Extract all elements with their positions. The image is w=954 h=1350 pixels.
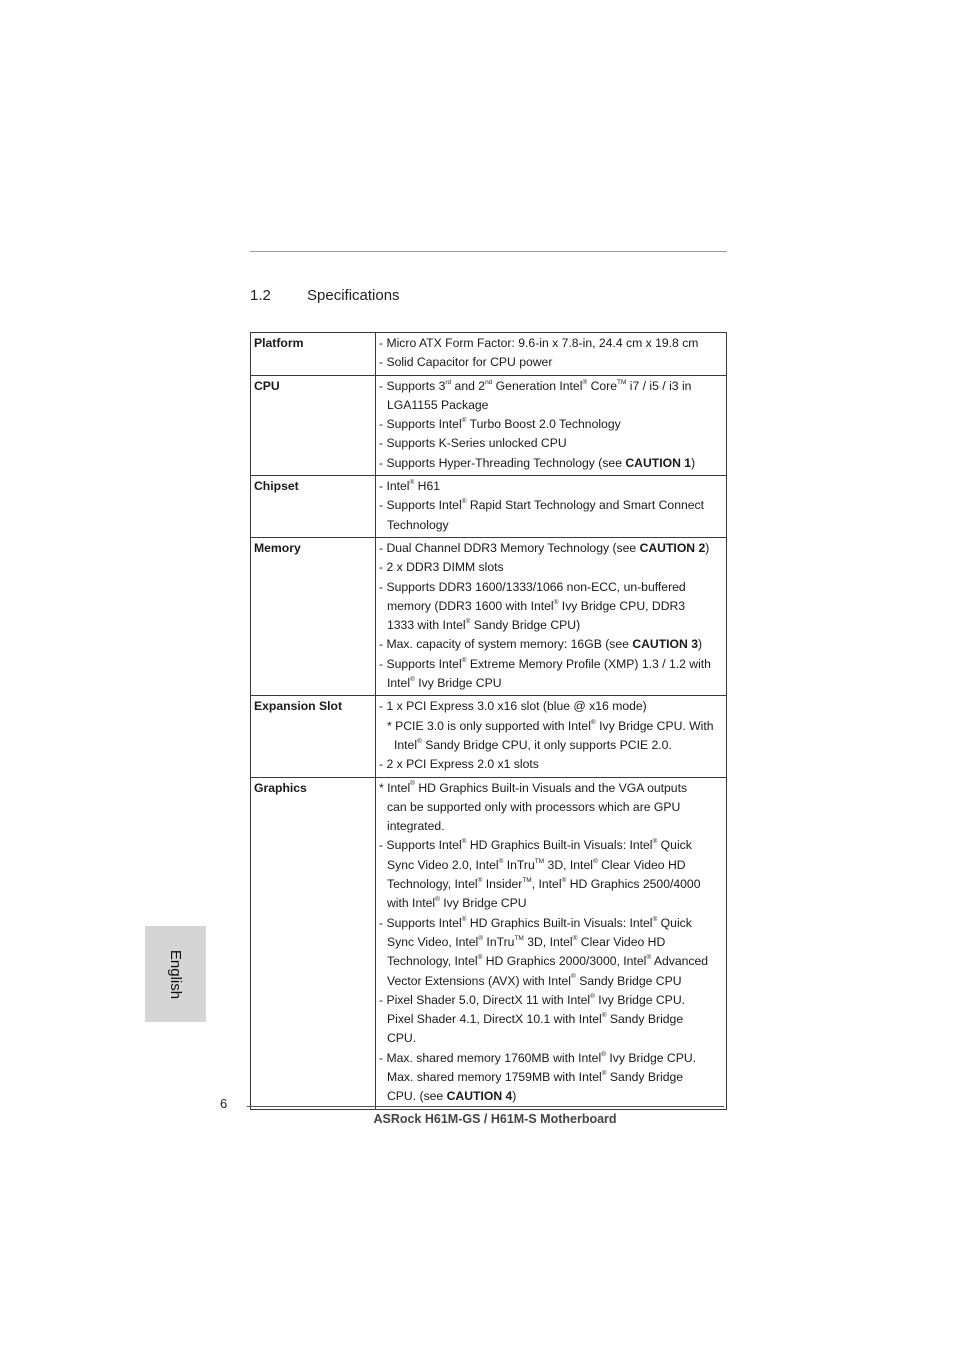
spec-line: Vector Extensions (AVX) with Intel® Sandy Bridge CPU [387, 973, 682, 988]
spec-line: - Solid Capacitor for CPU power [379, 355, 553, 370]
spec-line: LGA1155 Package [387, 397, 489, 412]
spec-values [376, 777, 727, 1109]
spec-line: Sync Video, Intel® InTru™ 3D, Intel® Clear Video HD [387, 934, 666, 949]
spec-category: Graphics [251, 777, 376, 1109]
spec-category: Expansion Slot [251, 696, 376, 777]
spec-line: - Supports Intel® Extreme Memory Profile (XMP) 1.3 / 1.2 with [379, 656, 711, 671]
caution-ref: CAUTION 1 [625, 455, 692, 470]
spec-line: - Max. capacity of system memory: 16GB (see CAUTION 3) [379, 637, 703, 652]
spec-line: * PCIE 3.0 is only supported with Intel® Ivy Bridge CPU. With [387, 718, 714, 733]
spec-line: - Pixel Shader 5.0, DirectX 11 with Intel® Ivy Bridge CPU. [379, 992, 686, 1007]
spec-line: with Intel® Ivy Bridge CPU [387, 896, 527, 911]
spec-line: Max. shared memory 1759MB with Intel® Sandy Bridge [387, 1069, 684, 1084]
spec-line: Intel® Sandy Bridge CPU, it only supports PCIE 2.0. [394, 737, 672, 752]
spec-line: - Micro ATX Form Factor: 9.6-in x 7.8-in, 24.4 cm x 19.8 cm [379, 336, 699, 350]
spec-row-expansion-slot [251, 696, 727, 777]
spec-line: - 1 x PCI Express 3.0 x16 slot (blue @ x16 mode) [379, 699, 647, 714]
spec-line: - Supports DDR3 1600/1333/1066 non-ECC, un-buffered [379, 579, 686, 594]
spec-values [376, 476, 727, 538]
spec-category: Memory [251, 537, 376, 695]
spec-row-graphics [251, 777, 727, 1109]
spec-line: can be supported only with processors which are GPU [387, 799, 681, 814]
spec-category: Chipset [251, 476, 376, 538]
spec-line: Technology [387, 517, 449, 532]
page-number: 6 [220, 1096, 228, 1111]
spec-values [376, 375, 727, 475]
spec-line: - Intel® H61 [379, 479, 441, 494]
spec-line: * Intel® HD Graphics Built-in Visuals and the VGA outputs [379, 780, 688, 795]
header-divider [250, 251, 727, 252]
footer-title: ASRock H61M-GS / H61M-S Motherboard [373, 1112, 617, 1126]
spec-row-cpu [251, 375, 727, 475]
spec-line: - Dual Channel DDR3 Memory Technology (see CAUTION 2) [379, 540, 710, 555]
spec-values [376, 537, 727, 695]
spec-line: Technology, Intel® Insider™, Intel® HD Graphics 2500/4000 [387, 876, 701, 892]
section-heading [250, 287, 400, 304]
language-tab-label: English [166, 949, 184, 999]
caution-ref: CAUTION 2 [639, 540, 706, 555]
spec-line: CPU. [387, 1031, 417, 1046]
spec-line: - Supports Intel® Turbo Boost 2.0 Technology [379, 417, 621, 432]
spec-category: CPU [251, 375, 376, 475]
spec-category: Platform [251, 333, 376, 376]
spec-line: - Supports Intel® HD Graphics Built-in Visuals: Intel® Quick [379, 838, 692, 853]
spec-line: - 2 x PCI Express 2.0 x1 slots [379, 757, 539, 772]
spec-line: - Supports K-Series unlocked CPU [379, 436, 567, 451]
spec-row-memory [251, 537, 727, 695]
spec-line: Sync Video 2.0, Intel® InTru™ 3D, Intel® Clear Video HD [387, 857, 686, 872]
specifications-table [250, 332, 727, 1110]
spec-row-platform [251, 333, 727, 376]
spec-values [376, 333, 727, 376]
section-title: Specifications [307, 287, 400, 304]
section-number: 1.2 [250, 287, 271, 304]
spec-line: 1333 with Intel® Sandy Bridge CPU) [387, 618, 581, 633]
spec-line: Technology, Intel® HD Graphics 2000/3000, Intel® Advanced [387, 954, 709, 969]
caution-ref: CAUTION 3 [632, 637, 698, 652]
language-tab [145, 926, 206, 1022]
spec-line: Pixel Shader 4.1, DirectX 10.1 with Intel® Sandy Bridge [387, 1012, 684, 1027]
spec-values [376, 696, 727, 777]
spec-line: CPU. (see CAUTION 4) [387, 1089, 517, 1104]
spec-line: - Supports 3rd and 2nd Generation Intel® Core™ i7 / i5 / i3 in [379, 378, 692, 393]
spec-line: - Supports Intel® HD Graphics Built-in Visuals: Intel® Quick [379, 915, 692, 930]
footer-divider [247, 1106, 724, 1107]
spec-line: - 2 x DDR3 DIMM slots [379, 560, 504, 575]
spec-line: - Max. shared memory 1760MB with Intel® Ivy Bridge CPU. [379, 1050, 697, 1065]
spec-line: - Supports Hyper-Threading Technology (see CAUTION 1) [379, 455, 696, 470]
spec-line: Intel® Ivy Bridge CPU [387, 675, 502, 691]
spec-line: memory (DDR3 1600 with Intel® Ivy Bridge CPU, DDR3 [387, 598, 686, 613]
spec-line: integrated. [387, 819, 445, 834]
spec-line: - Supports Intel® Rapid Start Technology and Smart Connect [379, 498, 705, 513]
spec-row-chipset [251, 476, 727, 538]
caution-ref: CAUTION 4 [446, 1089, 513, 1104]
